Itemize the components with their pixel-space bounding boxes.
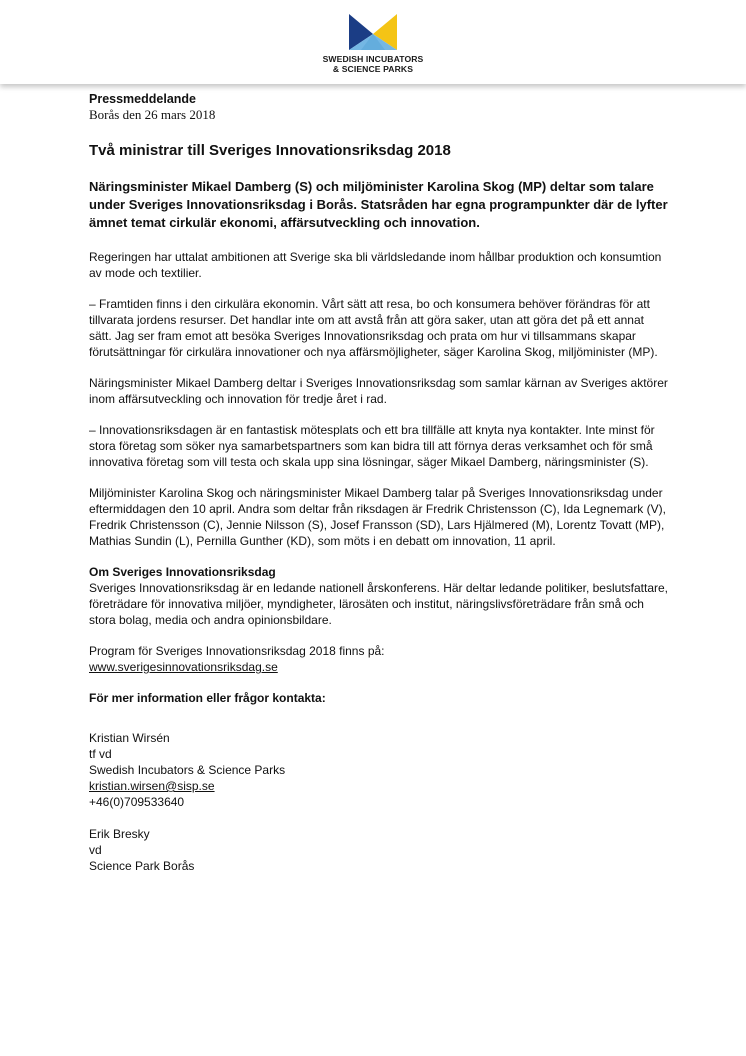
logo-wordmark	[0, 54, 746, 74]
logo-mark-icon	[343, 12, 403, 52]
body-paragraph-1: Regeringen har uttalat ambitionen att Sverige ska bli världsledande inom hållbar produktion och konsumtion av mode och textilier.	[89, 250, 662, 280]
program-section	[89, 643, 669, 675]
body-paragraph-5: Miljöminister Karolina Skog och näringsminister Mikael Damberg talar på Sveriges Innovationsriksdag under eftermiddagen den 10 april. Andra som deltar från riksdagen är Fredrik Christensson (C), Ida Legnemark (V), Fredrik Christensson (C), Jennie Nilsson (S), Josef Fransson (SD), Lars Hjälmered (M), Lorentz Tovatt (MP), Mathias Sundin (L), Pernilla Gunther (KD), som möts i en debatt om innovation, 11 april.	[89, 486, 666, 548]
program-text: Program för Sveriges Innovationsriksdag 2018 finns på:	[89, 644, 385, 658]
page-header	[0, 0, 746, 84]
contact-name: Kristian Wirsén	[89, 731, 170, 745]
contact-block-2	[89, 826, 669, 874]
logo-line-1: SWEDISH INCUBATORS	[322, 54, 424, 64]
body-paragraph-2: – Framtiden finns i den cirkulära ekonomin. Vårt sätt att resa, bo och konsumera behöver förändras för att tillvarata jordens resurser. Det handlar inte om att avstå från att göra saker, utan att göra det på ett annat sätt. Jag ser fram emot att besöka Sveriges Innovationsriksdag och prata om hur vi tillsammans skapar förutsättningar för cirkulära innovationer och nya affärsmöjligheter, säger Karolina Skog, miljöminister (MP).	[89, 297, 658, 359]
place-date: Borås den 26 mars 2018	[89, 107, 216, 122]
contact-org: Swedish Incubators & Science Parks	[89, 763, 286, 777]
contact-heading: För mer information eller frågor kontakta:	[89, 691, 326, 705]
contact-name: Erik Bresky	[89, 827, 150, 841]
contact-role: vd	[89, 843, 102, 857]
about-section	[89, 564, 669, 628]
contact-block-1	[89, 730, 669, 810]
body-paragraph-3: Näringsminister Mikael Damberg deltar i Sveriges Innovationsriksdag som samlar kärnan av Sveriges aktörer inom affärsutveckling och innovation för tredje året i rad.	[89, 376, 668, 406]
document-type: Pressmeddelande	[89, 92, 196, 106]
contact-role: tf vd	[89, 747, 112, 761]
about-text: Sveriges Innovationsriksdag är en ledande nationell årskonferens. Här deltar ledande politiker, beslutsfattare, företrädare för innovativa miljöer, myndigheter, lärosäten och institut, näringslivsföreträdare från små och stora bolag, media och andra opinionsbildare.	[89, 581, 669, 627]
contact-email-link[interactable]: kristian.wirsen@sisp.se	[89, 779, 215, 793]
lead-paragraph: Näringsminister Mikael Damberg (S) och miljöminister Karolina Skog (MP) deltar som talare under Sveriges Innovationsriksdag i Borås. Statsråden har egna programpunkter där de lyfter ämnet temat cirkulär ekonomi, affärsutveckling och innovation.	[89, 179, 668, 230]
about-heading: Om Sveriges Innovationsriksdag	[89, 565, 276, 579]
press-release-body	[89, 91, 669, 874]
press-release-title: Två ministrar till Sveriges Innovationsriksdag 2018	[89, 142, 451, 159]
body-paragraph-4: – Innovationsriksdagen är en fantastisk mötesplats och ett bra tillfälle att knyta nya kontakter. Inte minst för stora företag som söker nya samarbetspartners som kan bidra till att förnya deras verksamhet och för små innovativa företag som vill testa och skala upp sina lösningar, säger Mikael Damberg, näringsminister (S).	[89, 423, 655, 469]
contact-org: Science Park Borås	[89, 859, 195, 873]
logo-line-2: & SCIENCE PARKS	[332, 64, 414, 74]
contact-phone: +46(0)709533640	[89, 795, 185, 809]
sisp-logo	[0, 12, 746, 74]
program-link[interactable]: www.sverigesinnovationsriksdag.se	[89, 660, 278, 674]
